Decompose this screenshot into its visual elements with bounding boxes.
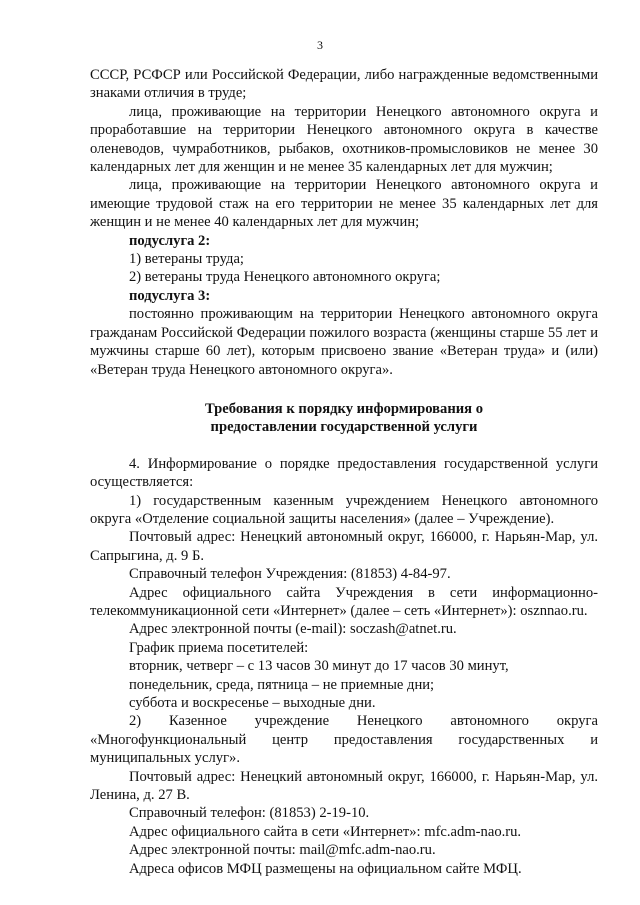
paragraph: 4. Информирование о порядке предоставления государственной услуги осуществляется: — [90, 455, 598, 491]
paragraph: 2) Казенное учреждение Ненецкого автономного округа «Многофункциональный центр предоставления государственных и муниципальных услуг». — [90, 713, 598, 767]
section-heading-line: Требования к порядку информирования о — [205, 400, 483, 417]
list-item: 1) ветераны труда; — [129, 251, 244, 268]
subservice-2-label: подуслуга 2: — [129, 232, 211, 249]
paragraph: СССР, РСФСР или Российской Федерации, либо награжденные ведомственными знаками отличия в труде; — [90, 67, 598, 102]
list-item: 2) ветераны труда Ненецкого автономного округа; — [129, 269, 441, 286]
paragraph: 1) государственным казенным учреждением Ненецкого автономного округа «Отделение социальной защиты населения» (далее – Учреждение). — [90, 492, 598, 527]
paragraph: понедельник, среда, пятница – не приемные дни; — [129, 676, 435, 693]
paragraph: Адрес официального сайта в сети «Интернет»: mfc.adm-nao.ru. — [129, 823, 522, 840]
document-body — [90, 66, 598, 878]
paragraph: Почтовый адрес: Ненецкий автономный округ, 166000, г. Нарьян-Мар, ул. Сапрыгина, д. 9 Б. — [90, 529, 598, 564]
paragraph: График приема посетителей: — [129, 639, 309, 656]
paragraph: Адрес электронной почты: mail@mfc.adm-nao.ru. — [129, 842, 436, 859]
paragraph: Адрес электронной почты (e-mail): soczash@atnet.ru. — [129, 621, 457, 638]
paragraph: вторник, четверг – с 13 часов 30 минут до 17 часов 30 минут, — [129, 658, 509, 675]
paragraph: постоянно проживающим на территории Ненецкого автономного округа гражданам Российской Федерации пожилого возраста (женщины старше 55 лет и мужчины старше 60 лет), которым присвоено звание «Ветеран труда» и (или) «Ветеран труда Ненецкого автономного округа». — [90, 306, 598, 378]
subservice-3-label: подуслуга 3: — [129, 287, 211, 304]
paragraph: Почтовый адрес: Ненецкий автономный округ, 166000, г. Нарьян-Мар, ул. Ленина, д. 27 В. — [90, 768, 598, 804]
paragraph: Справочный телефон: (81853) 2-19-10. — [129, 805, 370, 822]
paragraph: Справочный телефон Учреждения: (81853) 4-84-97. — [129, 566, 451, 583]
section-heading — [90, 400, 598, 437]
paragraph: лица, проживающие на территории Ненецкого автономного округа и проработавшие на территории Ненецкого автономного округа в качестве оленеводов, чумработников, рыбаков, охотников-промысловиков не менее 30 календарных лет для женщин и не менее 35 календарных лет для мужчин; — [90, 103, 598, 176]
paragraph: лица, проживающие на территории Ненецкого автономного округа и имеющие трудовой стаж на его территории не менее 35 календарных лет для женщин и не менее 40 календарных лет для мужчин; — [90, 177, 598, 231]
paragraph: Адреса офисов МФЦ размещены на официальном сайте МФЦ. — [129, 860, 522, 877]
section-heading-line: предоставлении государственной услуги — [210, 419, 478, 436]
paragraph: суббота и воскресенье – выходные дни. — [129, 695, 376, 711]
paragraph: Адрес официального сайта Учреждения в сети информационно-телекоммуникационной сети «Интернет» (далее – сеть «Интернет»): osznnao.ru. — [90, 584, 598, 619]
page-number: 3 — [317, 38, 323, 52]
